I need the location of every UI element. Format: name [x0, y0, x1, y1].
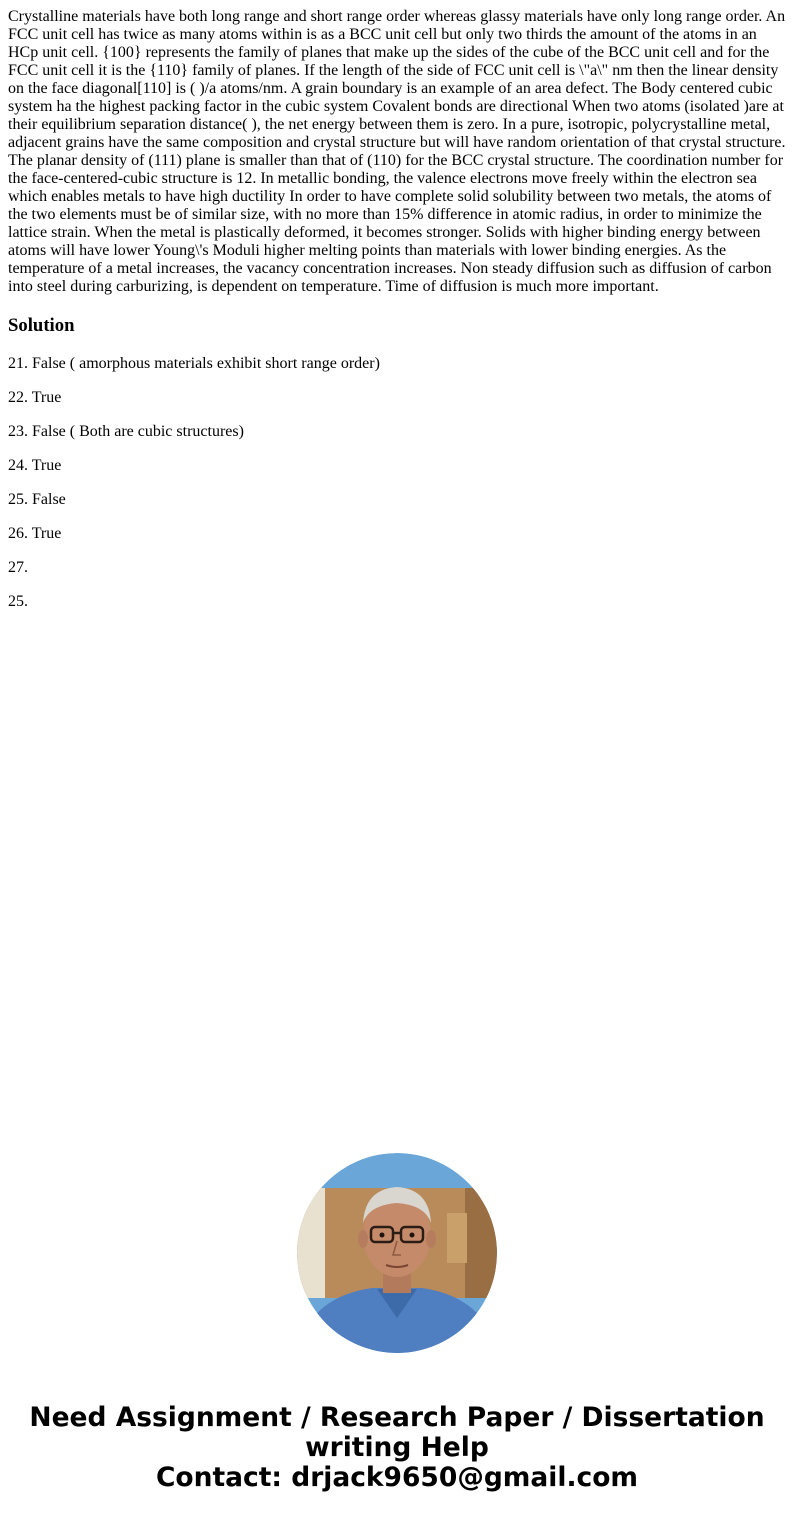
- author-avatar: [297, 1153, 497, 1353]
- answer-item: 26. True: [8, 525, 62, 542]
- answer-item: 21. False ( amorphous materials exhibit short range order): [8, 355, 380, 372]
- answer-item: 25.: [8, 593, 28, 610]
- promo-line: writing Help: [305, 1432, 489, 1463]
- answer-list: [8, 355, 786, 611]
- answer-item: 25. False: [8, 491, 66, 508]
- answer-item: 27.: [8, 559, 28, 576]
- promo-line: Need Assignment / Research Paper / Dissertation: [29, 1402, 765, 1433]
- promo-banner: [0, 1403, 794, 1493]
- answer-item: 24. True: [8, 457, 62, 474]
- person-photo-icon: [297, 1153, 497, 1353]
- question-text: Crystalline materials have both long range and short range order whereas glassy materials have only long range order. An FCC unit cell has twice as many atoms within is as a BCC unit cell but only two thirds the amount of the atoms in an HCp unit cell. {100} represents the family of planes that make up the sides of the cube of the BCC unit cell and for the FCC unit cell it is the {110} family of planes. If the length of the side of FCC unit cell is \"a\" nm then the linear density on the face diagonal[110] is ( )/a atoms/nm. A grain boundary is an example of an area defect. The Body centered cubic system ha the highest packing factor in the cubic system Covalent bonds are directional When two atoms (isolated )are at their equilibrium separation distance( ), the net energy between them is zero. In a pure, isotropic, polycrystalline metal, adjacent grains have the same composition and crystal structure but will have random orientation of that crystal structure. The planar density of (111) plane is smaller than that of (110) for the BCC crystal structure. The coordination number for the face-centered-cubic structure is 12. In metallic bonding, the valence electrons move freely within the electron sea which enables metals to have high ductility In order to have complete solid solubility between two metals, the atoms of the two elements must be of similar size, with no more than 15% difference in atomic radius, in order to minimize the lattice strain. When the metal is plastically deformed, it becomes stronger. Solids with higher binding energy between atoms will have lower Young\'s Moduli higher melting points than materials with lower binding energies. As the temperature of a metal increases, the vacancy concentration increases. Non steady diffusion such as diffusion of carbon into steel during carburizing, is dependent on temperature. Time of diffusion is much more important.: [8, 8, 786, 295]
- solution-heading: Solution: [8, 315, 75, 336]
- promo-contact: Contact: drjack9650@gmail.com: [155, 1462, 639, 1493]
- answer-item: 22. True: [8, 389, 62, 406]
- answer-item: 23. False ( Both are cubic structures): [8, 423, 244, 440]
- main-content: [8, 8, 786, 627]
